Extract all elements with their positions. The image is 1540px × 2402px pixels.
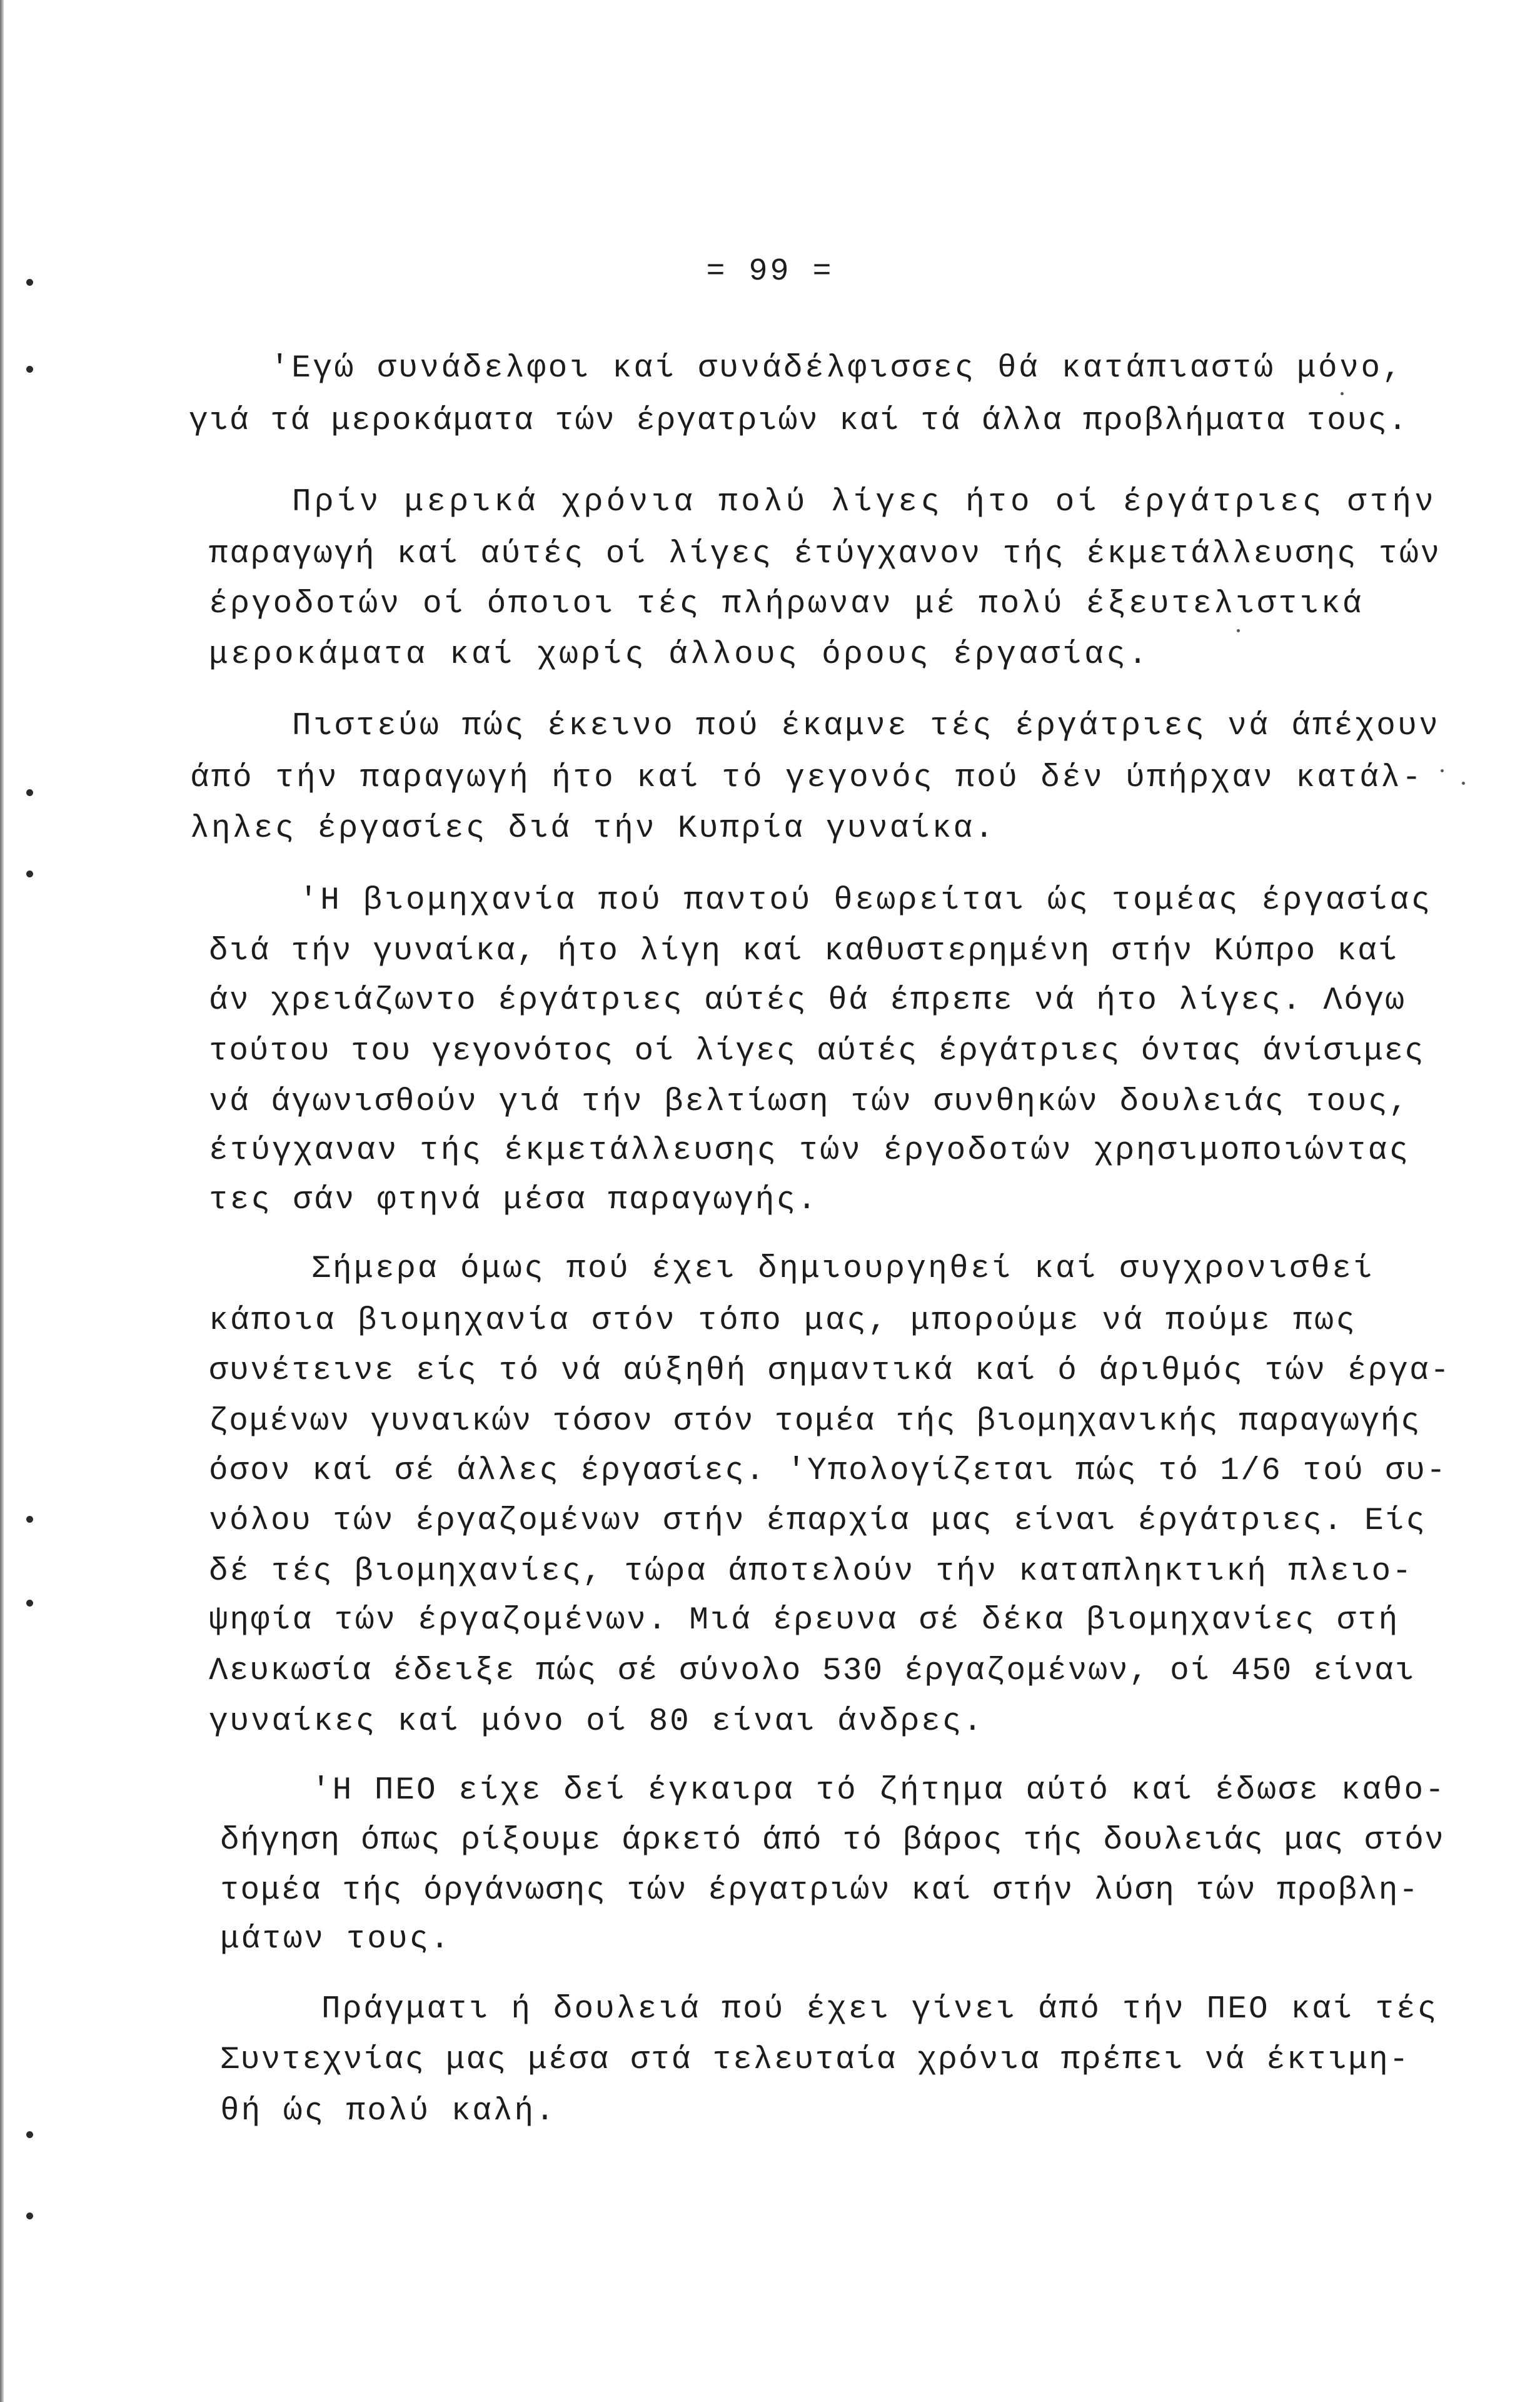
text-line: ψηφία τών έργαζομένων. Μιά έρευνα σέ δέκα βιομηχανίες στή — [209, 1603, 1400, 1638]
text-line: κάποια βιομηχανία στόν τόπο μας, μπορούμε νά πούμε πως — [209, 1303, 1357, 1339]
text-line: ζομένων γυναικών τόσον στόν τομέα τής βιομηχανικής παραγωγής — [209, 1404, 1421, 1440]
stray-mark — [1441, 769, 1444, 772]
text-line: παραγωγή καί αύτές οί λίγες έτύγχανον τής έκμετάλλευσης τών — [209, 537, 1441, 572]
text-line: τούτου του γεγονότος οί λίγες αύτές έργάτριες όντας άνίσιμες — [209, 1034, 1425, 1069]
margin-dot — [26, 870, 33, 877]
text-line: 'Η βιομηχανία πού παντού θεωρείται ώς τομέας έργασίας — [299, 883, 1432, 919]
stray-mark — [1237, 629, 1240, 632]
margin-dot — [26, 2213, 33, 2219]
margin-dot — [26, 1600, 33, 1607]
text-line: τομέα τής όργάνωσης τών έργατριών καί στήν λύση τών προβλη- — [220, 1873, 1419, 1909]
text-line: Λευκωσία έδειξε πώς σέ σύνολο 530 έργαζομένων, οί 450 είναι — [209, 1653, 1416, 1689]
text-line: άπό τήν παραγωγή ήτο καί τό γεγονός πού δέν ύπήρχαν κατάλ- — [190, 760, 1424, 796]
page-number: = 99 = — [706, 254, 834, 290]
text-line: διά τήν γυναίκα, ήτο λίγη καί καθυστερημένη στήν Κύπρο καί — [209, 934, 1399, 969]
text-line: Συντεχνίας μας μέσα στά τελευταία χρόνια πρέπει νά έκτιμη- — [220, 2042, 1410, 2078]
text-line: δέ τές βιομηχανίες, τώρα άποτελούν τήν καταπληκτική πλειο- — [209, 1554, 1413, 1590]
text-line: 'Εγώ συνάδελφοι καί συνάδέλφισσες θά κατάπιαστώ μόνο, — [270, 351, 1404, 386]
text-line: θή ώς πολύ καλή. — [220, 2094, 556, 2129]
text-line: 'Η ΠΕΟ είχε δεί έγκαιρα τό ζήτημα αύτό καί έδωσε καθο- — [311, 1773, 1446, 1809]
text-line: όσον καί σέ άλλες έργασίες. 'Υπολογίζεται πώς τό 1/6 τού συ- — [209, 1453, 1447, 1489]
text-line: γυναίκες καί μόνο οί 80 είναι άνδρες. — [209, 1704, 984, 1740]
text-line: μεροκάματα καί χωρίς άλλους όρους έργασίας. — [209, 637, 1150, 673]
margin-dot — [26, 2131, 33, 2138]
text-line: νόλου τών έργαζομένων στήν έπαρχία μας είναι έργάτριες. Είς — [209, 1503, 1427, 1539]
text-line: έργοδοτών οί όποιοι τές πλήρωναν μέ πολύ έξευτελιστικά — [209, 587, 1364, 622]
text-line: Πρίν μερικά χρόνια πολύ λίγες ήτο οί έργάτριες στήν — [292, 485, 1437, 520]
text-line: συνέτεινε είς τό νά αύξηθή σημαντικά καί ό άριθμός τών έργα- — [209, 1353, 1451, 1389]
stray-mark — [1341, 392, 1344, 395]
text-line: ληλες έργασίες διά τήν Κυπρία γυναίκα. — [190, 811, 996, 847]
text-line: Σήμερα όμως πού έχει δημιουργηθεί καί συγχρονισθεί — [311, 1251, 1375, 1287]
text-line: γιά τά μεροκάματα τών έργατριών καί τά άλλα προβλήματα τους. — [189, 403, 1409, 439]
text-line: δήγηση όπως ρίξουμε άρκετό άπό τό βάρος τής δουλειάς μας στόν — [220, 1823, 1445, 1859]
text-line: άν χρειάζωντο έργάτριες αύτές θά έπρεπε νά ήτο λίγες. Λόγω — [209, 983, 1406, 1019]
text-line: έτύγχαναν τής έκμετάλλευσης τών έργοδοτών χρησιμοποιώντας — [209, 1133, 1411, 1169]
text-line: μάτων τους. — [220, 1922, 451, 1957]
margin-dot — [26, 789, 33, 796]
scan-edge — [0, 0, 4, 2402]
text-line: τες σάν φτηνά μέσα παραγωγής. — [209, 1183, 818, 1218]
text-line: νά άγωνισθούν γιά τήν βελτίωση τών συνθηκών δουλειάς τους, — [209, 1084, 1410, 1120]
text-line: Πράγματι ή δουλειά πού έχει γίνει άπό τήν ΠΕΟ καί τές — [321, 1992, 1439, 2027]
margin-dot — [26, 1516, 33, 1523]
text-line: Πιστεύω πώς έκεινο πού έκαμνε τές έργάτριες νά άπέχουν — [292, 709, 1441, 744]
margin-dot — [26, 366, 33, 373]
stray-mark — [1462, 782, 1465, 785]
